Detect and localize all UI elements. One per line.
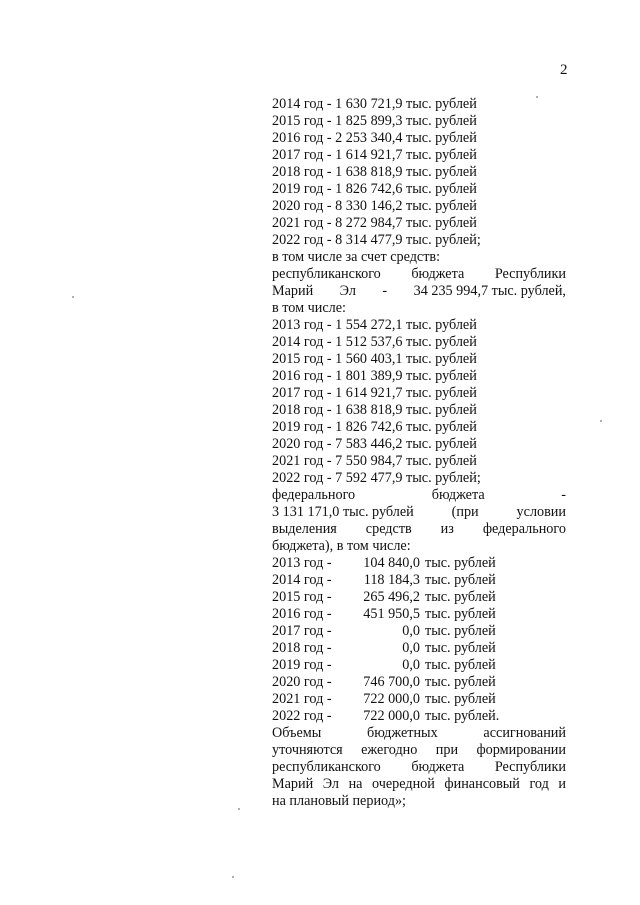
unit: тыс. рублей: [425, 657, 496, 673]
amount: 104 840,0: [363, 555, 420, 571]
list-item: 2013 год - 1 554 272,1 тыс. рублей: [272, 317, 477, 333]
word: бюджета: [411, 759, 465, 775]
list-item: 2016 год - 2 253 340,4 тыс. рублей: [272, 130, 477, 146]
year: 2022 год -: [272, 708, 332, 724]
list-item: [272, 606, 566, 623]
word: Эл: [322, 776, 340, 792]
word: из: [440, 521, 454, 537]
word: -: [561, 487, 566, 503]
word: выделения: [272, 521, 337, 537]
federal-budget-heading: [272, 487, 566, 555]
unit: тыс. рублей: [425, 606, 496, 622]
unit: тыс. рублей: [425, 674, 496, 690]
scan-speck: [72, 296, 74, 298]
word: ежегодно: [361, 742, 418, 758]
list-item: 2022 год - 7 592 477,9 тыс. рублей;: [272, 470, 481, 486]
amount: 118 184,3: [363, 572, 420, 588]
word: -: [382, 283, 388, 299]
list-item: 2021 год - 7 550 984,7 тыс. рублей: [272, 453, 477, 469]
text-line: [272, 266, 566, 283]
text-line: [272, 759, 566, 776]
word: федерального: [272, 487, 356, 503]
list-item: 2022 год - 8 314 477,9 тыс. рублей;: [272, 232, 481, 248]
word: Эл: [339, 283, 356, 299]
year: 2017 год -: [272, 623, 332, 639]
word: республиканского: [272, 759, 381, 775]
amount: 722 000,0: [363, 691, 420, 707]
list-item: 2021 год - 8 272 984,7 тыс. рублей: [272, 215, 477, 231]
amount: 746 700,0: [363, 674, 420, 690]
amount: 0,0: [402, 623, 420, 639]
text-line: бюджета), в том числе:: [272, 538, 411, 554]
list-item: [272, 623, 566, 640]
word: Объемы: [272, 725, 322, 741]
word: ассигнований: [483, 725, 566, 741]
year: 2014 год -: [272, 572, 332, 588]
republican-by-year-list: [272, 317, 566, 487]
text-line: [272, 521, 566, 538]
word: при: [435, 742, 459, 758]
year: 2013 год -: [272, 555, 332, 571]
list-item: 2018 год - 1 638 818,9 тыс. рублей: [272, 164, 477, 180]
list-item: 2016 год - 1 801 389,9 тыс. рублей: [272, 368, 477, 384]
word: республиканского: [272, 266, 381, 282]
federal-by-year-list: [272, 555, 566, 725]
unit: тыс. рублей: [425, 589, 496, 605]
word: бюджетных: [367, 725, 438, 741]
unit: тыс. рублей: [425, 555, 496, 571]
text-line: [272, 283, 566, 300]
year: 2015 год -: [272, 589, 332, 605]
unit: тыс. рублей: [425, 640, 496, 656]
text-line: [272, 742, 566, 759]
word: и: [558, 776, 566, 792]
word: уточняются: [272, 742, 343, 758]
word: финансовый: [444, 776, 520, 792]
list-item: [272, 572, 566, 589]
text-line: [272, 776, 566, 793]
list-item: [272, 691, 566, 708]
unit: тыс. рублей: [425, 691, 496, 707]
word: формировании: [476, 742, 566, 758]
text-line: на плановый период»;: [272, 793, 406, 809]
year: 2016 год -: [272, 606, 332, 622]
scan-speck: [238, 808, 240, 810]
amount: 722 000,0: [363, 708, 420, 724]
list-item: 2014 год - 1 512 537,6 тыс. рублей: [272, 334, 477, 350]
word: условии: [516, 504, 566, 520]
list-item: 2018 год - 1 638 818,9 тыс. рублей: [272, 402, 477, 418]
list-item: 2019 год - 1 826 742,6 тыс. рублей: [272, 181, 477, 197]
scan-speck: [232, 876, 234, 878]
list-item: [272, 640, 566, 657]
word: бюджета: [411, 266, 465, 282]
intro-line: в том числе за счет средств:: [272, 249, 441, 265]
word: 3 131 171,0 тыс. рублей: [272, 504, 414, 520]
word: 34 235 994,7 тыс. рублей,: [413, 283, 566, 299]
text-line: [272, 504, 566, 521]
total-by-year-list: [272, 96, 566, 249]
document-body: [272, 96, 566, 810]
list-item: 2015 год - 1 560 403,1 тыс. рублей: [272, 351, 477, 367]
word: (при: [451, 504, 479, 520]
list-item: 2017 год - 1 614 921,7 тыс. рублей: [272, 147, 477, 163]
word: Марий: [272, 283, 314, 299]
list-item: 2019 год - 1 826 742,6 тыс. рублей: [272, 419, 477, 435]
year: 2018 год -: [272, 640, 332, 656]
word: бюджета: [431, 487, 485, 503]
list-item: [272, 555, 566, 572]
closing-paragraph: [272, 725, 566, 810]
page-number: 2: [560, 62, 568, 78]
word: Республики: [494, 266, 566, 282]
list-item: [272, 674, 566, 691]
text-line: в том числе:: [272, 300, 346, 316]
word: очередной: [372, 776, 435, 792]
unit: тыс. рублей.: [425, 708, 500, 724]
scan-speck: [600, 420, 602, 422]
year: 2021 год -: [272, 691, 332, 707]
text-line: [272, 725, 566, 742]
word: год: [529, 776, 549, 792]
list-item: [272, 657, 566, 674]
list-item: 2014 год - 1 630 721,9 тыс. рублей: [272, 96, 477, 112]
amount: 0,0: [402, 657, 420, 673]
unit: тыс. рублей: [425, 572, 496, 588]
word: Республики: [494, 759, 566, 775]
year: 2020 год -: [272, 674, 332, 690]
unit: тыс. рублей: [425, 623, 496, 639]
list-item: 2020 год - 7 583 446,2 тыс. рублей: [272, 436, 477, 452]
list-item: 2017 год - 1 614 921,7 тыс. рублей: [272, 385, 477, 401]
list-item: [272, 589, 566, 606]
scan-speck: [536, 96, 538, 98]
amount: 0,0: [402, 640, 420, 656]
amount: 451 950,5: [363, 606, 420, 622]
amount: 265 496,2: [363, 589, 420, 605]
text-line: [272, 487, 566, 504]
word: на: [348, 776, 363, 792]
list-item: 2015 год - 1 825 899,3 тыс. рублей: [272, 113, 477, 129]
list-item: [272, 708, 566, 725]
word: федерального: [482, 521, 566, 537]
republican-budget-heading: [272, 266, 566, 317]
list-item: 2020 год - 8 330 146,2 тыс. рублей: [272, 198, 477, 214]
word: средств: [365, 521, 412, 537]
word: Марий: [272, 776, 314, 792]
year: 2019 год -: [272, 657, 332, 673]
